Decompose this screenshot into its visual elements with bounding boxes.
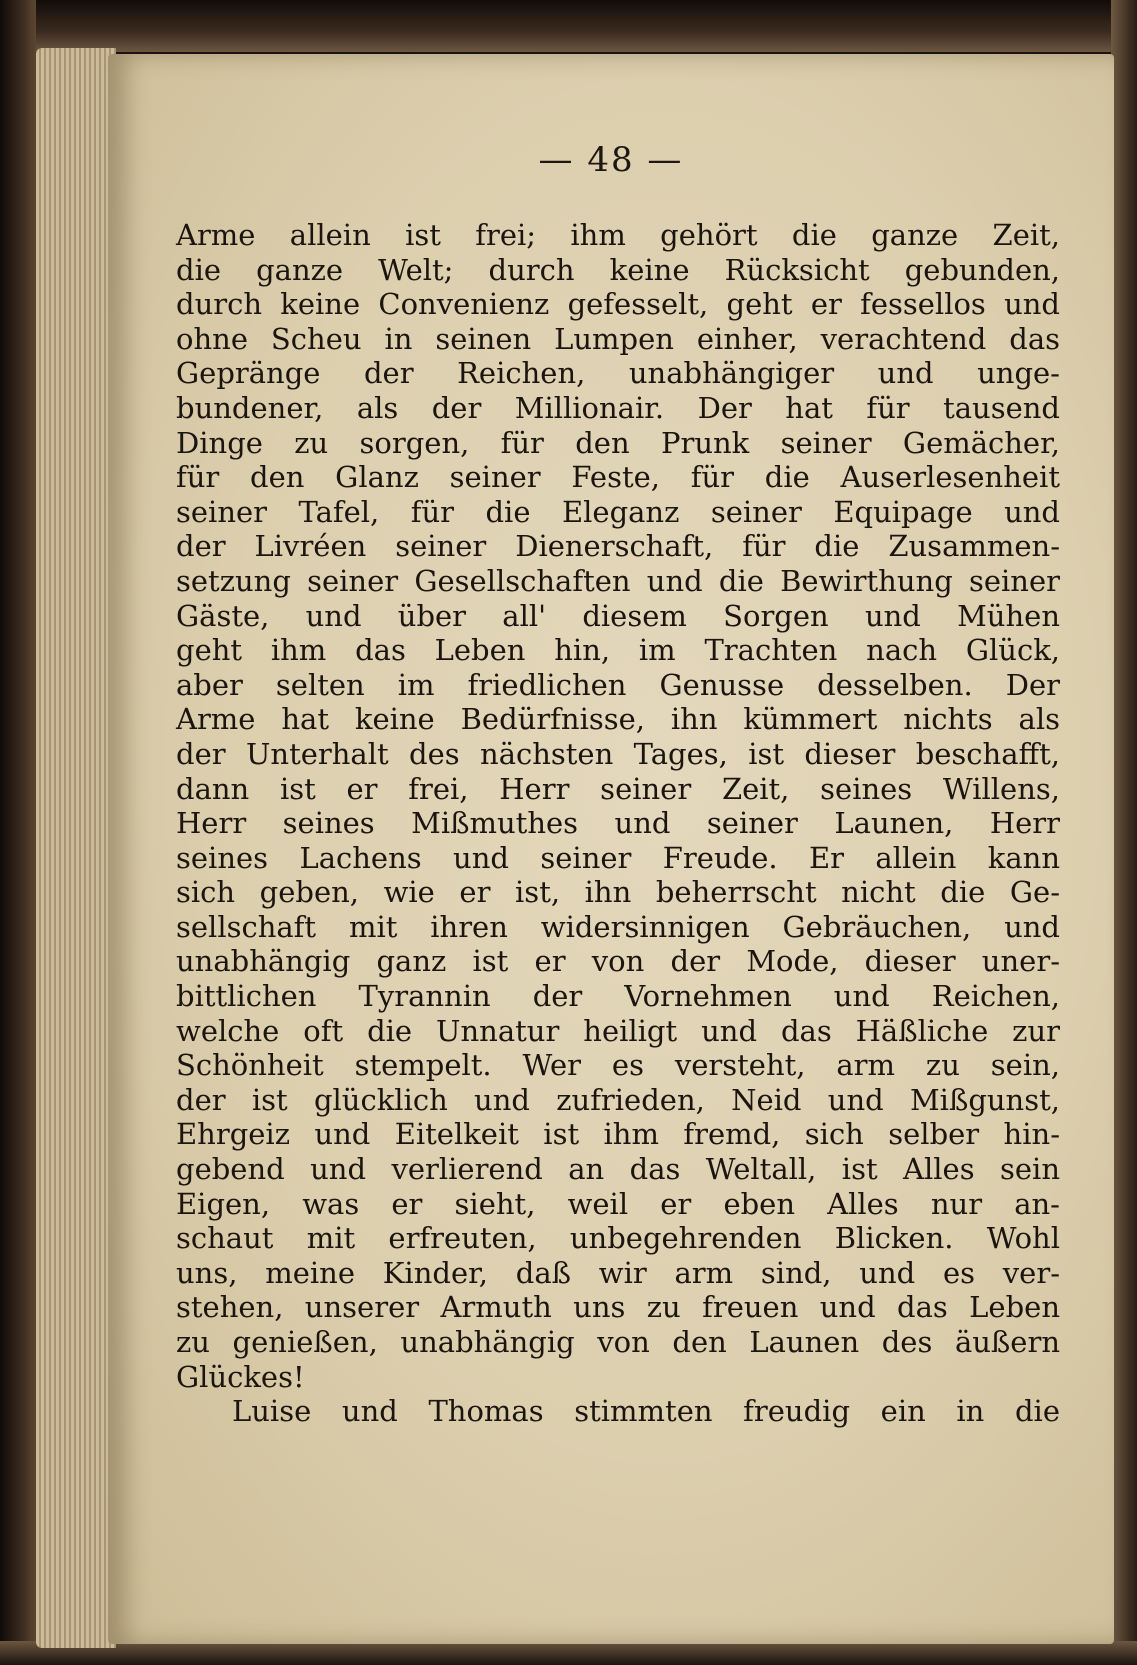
text-line: unabhängig ganz ist er von der Mode, dieser uner- xyxy=(176,944,1060,979)
text-line: Schönheit stempelt. Wer es versteht, arm zu sein, xyxy=(176,1048,1060,1083)
text-line: zu genießen, unabhängig von den Launen des äußern xyxy=(176,1325,1060,1359)
text-line: Arme hat keine Bedürfnisse, ihn kümmert nichts als xyxy=(176,702,1060,737)
text-line: setzung seiner Gesellschaften und die Bewirthung seiner xyxy=(176,563,1060,598)
book-cover-top-edge xyxy=(0,0,1137,52)
text-line: Herr seines Mißmuthes und seiner Launen, Herr xyxy=(176,806,1060,841)
book-spine xyxy=(0,0,36,1665)
text-line: Gäste, und über all' diesem Sorgen und Mühen xyxy=(176,598,1060,633)
text-line: für den Glanz seiner Feste, für die Auserlesenheit xyxy=(176,460,1060,495)
text-line: ohne Scheu in seinen Lumpen einher, verachtend das xyxy=(176,321,1060,356)
text-line: gebend und verlierend an das Weltall, ist Alles sein xyxy=(176,1152,1060,1187)
page-number: — 48 — xyxy=(538,140,684,180)
text-line: dann ist er frei, Herr seiner Zeit, seines Willens, xyxy=(176,771,1060,806)
text-line: sellschaft mit ihren widersinnigen Gebräuchen, und xyxy=(176,909,1060,944)
text-line: seines Lachens und seiner Freude. Er allein kann xyxy=(176,840,1060,875)
book-cover-right-edge xyxy=(1111,0,1137,1665)
text-line: Luise und Thomas stimmten freudig ein in die xyxy=(232,1394,1060,1429)
text-line: Arme allein ist frei; ihm gehört die ganze Zeit, xyxy=(176,218,1060,252)
page-stack-edges xyxy=(36,48,116,1648)
text-line: Ehrgeiz und Eitelkeit ist ihm fremd, sich selber hin- xyxy=(176,1117,1060,1152)
text-line: welche oft die Unnatur heiligt und das Häßliche zur xyxy=(176,1013,1060,1048)
text-line: Glückes! xyxy=(176,1359,305,1394)
text-line: aber selten im friedlichen Genusse desselben. Der xyxy=(176,667,1060,702)
text-line: der Livréen seiner Dienerschaft, für die Zusammen- xyxy=(176,529,1060,564)
text-line: die ganze Welt; durch keine Rücksicht gebunden, xyxy=(176,252,1060,287)
text-line: Eigen, was er sieht, weil er eben Alles nur an- xyxy=(176,1186,1060,1221)
text-line: seiner Tafel, für die Eleganz seiner Equipage und xyxy=(176,494,1060,529)
text-line: Gepränge der Reichen, unabhängiger und unge- xyxy=(176,356,1060,391)
text-line: der Unterhalt des nächsten Tages, ist dieser beschafft, xyxy=(176,736,1060,771)
text-line: Dinge zu sorgen, für den Prunk seiner Gemächer, xyxy=(176,425,1060,460)
text-line: der ist glücklich und zufrieden, Neid und Mißgunst, xyxy=(176,1082,1060,1117)
book-cover-bottom-edge xyxy=(0,1641,1137,1665)
text-line: schaut mit erfreuten, unbegehrenden Blicken. Wohl xyxy=(176,1221,1060,1256)
text-line: sich geben, wie er ist, ihn beherrscht nicht die Ge- xyxy=(176,875,1060,910)
text-line: stehen, unserer Armuth uns zu freuen und das Leben xyxy=(176,1290,1060,1325)
text-line: bittlichen Tyrannin der Vornehmen und Reichen, xyxy=(176,979,1060,1014)
body-text xyxy=(176,218,1060,1429)
text-line: durch keine Convenienz gefesselt, geht er fessellos und xyxy=(176,287,1060,322)
text-line: geht ihm das Leben hin, im Trachten nach Glück, xyxy=(176,633,1060,668)
text-line: uns, meine Kinder, daß wir arm sind, und es ver- xyxy=(176,1255,1060,1290)
text-line: bundener, als der Millionair. Der hat für tausend xyxy=(176,390,1060,425)
